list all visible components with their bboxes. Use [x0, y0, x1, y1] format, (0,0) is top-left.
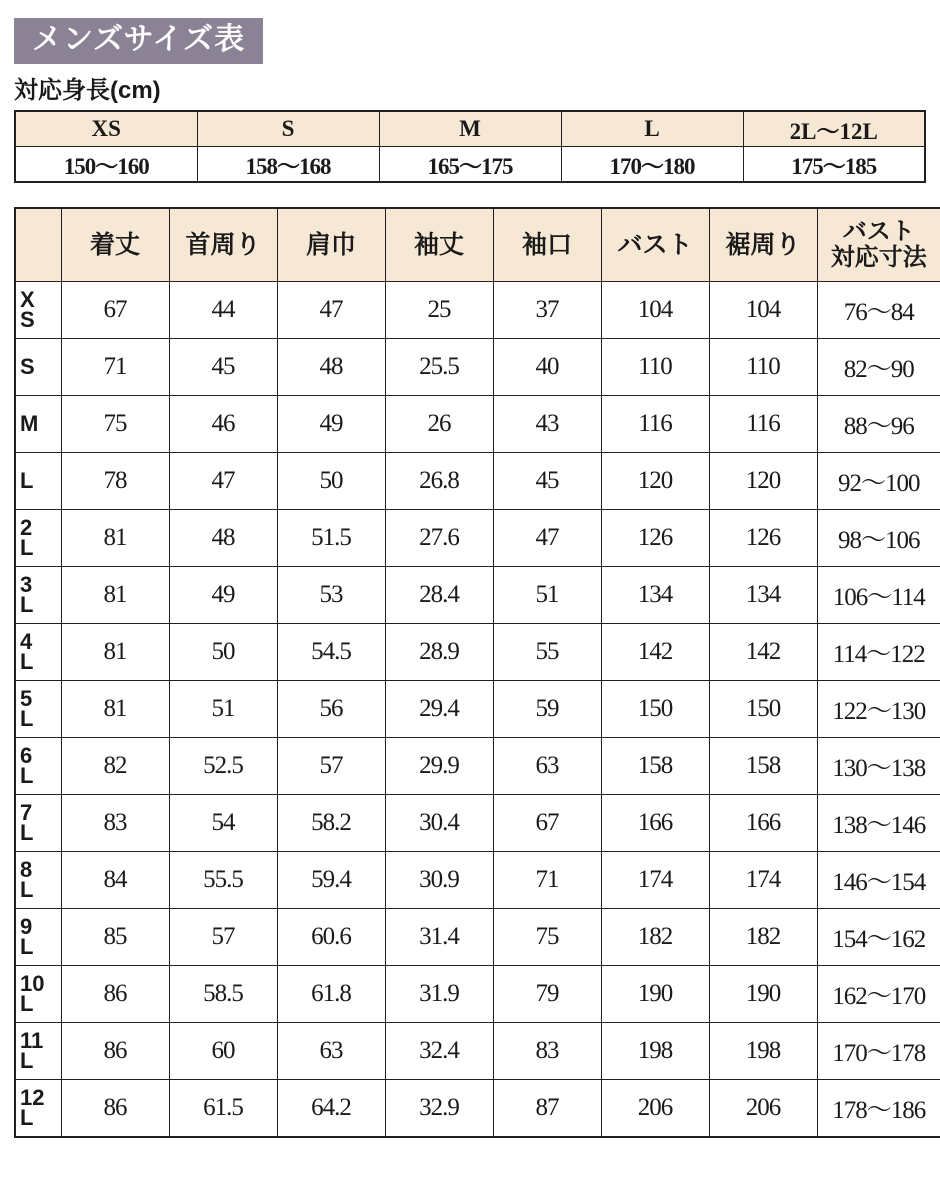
table-cell: 25.5: [385, 339, 493, 396]
bust-header-line2: 対応寸法: [830, 244, 927, 272]
table-cell: 120: [601, 453, 709, 510]
table-cell: 120: [709, 453, 817, 510]
table-cell: 134: [601, 567, 709, 624]
table-cell: 61.8: [277, 966, 385, 1023]
table-cell: 25: [385, 282, 493, 339]
table-cell: 86: [61, 966, 169, 1023]
table-cell: 182: [709, 909, 817, 966]
column-header-bust-taiou: [817, 208, 940, 282]
table-cell: 48: [169, 510, 277, 567]
table-cell: 29.4: [385, 681, 493, 738]
table-cell: 30.4: [385, 795, 493, 852]
table-cell: 52.5: [169, 738, 277, 795]
row-header-size: [15, 1023, 61, 1080]
table-row: [15, 852, 940, 909]
height-range-cell: 158〜168: [197, 147, 379, 183]
table-cell: 154〜162: [817, 909, 940, 966]
height-range-cell: 150〜160: [15, 147, 197, 183]
table-row: [15, 1023, 940, 1080]
table-cell: 53: [277, 567, 385, 624]
height-table-container: [14, 110, 926, 183]
row-header-size: [15, 567, 61, 624]
table-cell: 60: [169, 1023, 277, 1080]
table-cell: 174: [709, 852, 817, 909]
table-cell: 40: [493, 339, 601, 396]
row-header-size-line: L: [20, 820, 34, 846]
table-cell: 150: [601, 681, 709, 738]
table-cell: 45: [493, 453, 601, 510]
row-header-size: [15, 795, 61, 852]
table-cell: 81: [61, 510, 169, 567]
table-cell: 32.4: [385, 1023, 493, 1080]
row-header-size: [15, 453, 61, 510]
table-row: [15, 738, 940, 795]
table-cell: 46: [169, 396, 277, 453]
table-cell: 82: [61, 738, 169, 795]
table-cell: 98〜106: [817, 510, 940, 567]
table-cell: 54.5: [277, 624, 385, 681]
table-cell: 78: [61, 453, 169, 510]
height-size-header: M: [379, 111, 561, 147]
table-cell: 206: [601, 1080, 709, 1138]
table-row: [15, 282, 940, 339]
table-cell: 158: [709, 738, 817, 795]
row-header-size-line: X: [20, 286, 35, 312]
row-header-size-line: L: [20, 592, 34, 618]
row-header-size: [15, 510, 61, 567]
page-title: メンズサイズ表: [14, 18, 263, 64]
table-cell: 150: [709, 681, 817, 738]
table-cell: 48: [277, 339, 385, 396]
table-cell: 26: [385, 396, 493, 453]
table-cell: 59: [493, 681, 601, 738]
table-cell: 67: [61, 282, 169, 339]
table-cell: 56: [277, 681, 385, 738]
row-header-size-line: 11: [20, 1027, 44, 1053]
row-header-size-line: 3: [20, 571, 33, 597]
row-header-size-line: L: [20, 934, 34, 960]
table-cell: 198: [709, 1023, 817, 1080]
table-cell: 82〜90: [817, 339, 940, 396]
table-cell: 44: [169, 282, 277, 339]
table-cell: 64.2: [277, 1080, 385, 1138]
table-cell: 104: [709, 282, 817, 339]
table-cell: 50: [277, 453, 385, 510]
table-cell: 57: [169, 909, 277, 966]
row-header-size-line: 7: [20, 799, 33, 825]
table-cell: 166: [601, 795, 709, 852]
table-cell: 174: [601, 852, 709, 909]
height-table-header-row: [15, 111, 925, 147]
column-header-katahaba: 肩巾: [277, 208, 385, 282]
table-cell: 142: [601, 624, 709, 681]
column-header-bust: バスト: [601, 208, 709, 282]
table-cell: 86: [61, 1080, 169, 1138]
table-cell: 83: [61, 795, 169, 852]
height-size-header: L: [561, 111, 743, 147]
height-table: [14, 110, 926, 183]
table-cell: 166: [709, 795, 817, 852]
row-header-size: [15, 339, 61, 396]
bust-header-line1: バスト: [842, 218, 915, 245]
table-cell: 28.4: [385, 567, 493, 624]
row-header-size-line: 2: [20, 514, 33, 540]
row-header-size-line: L: [20, 763, 34, 789]
height-range-cell: 170〜180: [561, 147, 743, 183]
row-header-size-line: L: [20, 1105, 34, 1131]
row-header-size: [15, 852, 61, 909]
table-cell: 27.6: [385, 510, 493, 567]
table-cell: 75: [493, 909, 601, 966]
table-cell: 110: [709, 339, 817, 396]
table-cell: 104: [601, 282, 709, 339]
table-cell: 76〜84: [817, 282, 940, 339]
table-cell: 58.2: [277, 795, 385, 852]
table-cell: 58.5: [169, 966, 277, 1023]
table-row: [15, 795, 940, 852]
table-cell: 126: [601, 510, 709, 567]
table-cell: 206: [709, 1080, 817, 1138]
row-header-size-line: 8: [20, 856, 33, 882]
table-cell: 178〜186: [817, 1080, 940, 1138]
height-size-header: XS: [15, 111, 197, 147]
table-row: [15, 681, 940, 738]
row-header-size-line: S: [20, 353, 35, 379]
table-cell: 158: [601, 738, 709, 795]
column-header-susomawari: 裾周り: [709, 208, 817, 282]
table-cell: 67: [493, 795, 601, 852]
height-range-cell: 175〜185: [743, 147, 925, 183]
table-cell: 51.5: [277, 510, 385, 567]
table-cell: 190: [601, 966, 709, 1023]
size-table-container: [14, 207, 926, 1138]
table-cell: 49: [277, 396, 385, 453]
row-header-size-line: L: [20, 1048, 34, 1074]
table-cell: 28.9: [385, 624, 493, 681]
table-cell: 83: [493, 1023, 601, 1080]
table-cell: 31.4: [385, 909, 493, 966]
table-cell: 49: [169, 567, 277, 624]
row-header-size-line: 9: [20, 913, 33, 939]
row-header-size-line: 4: [20, 628, 33, 654]
row-header-size-line: L: [20, 877, 34, 903]
table-cell: 87: [493, 1080, 601, 1138]
row-header-size: [15, 966, 61, 1023]
row-header-size: [15, 624, 61, 681]
table-cell: 182: [601, 909, 709, 966]
row-header-size-line: 10: [20, 970, 45, 996]
row-header-size-line: M: [20, 410, 39, 436]
row-header-size-line: L: [20, 535, 34, 561]
table-cell: 47: [169, 453, 277, 510]
row-header-size-line: L: [20, 991, 34, 1017]
row-header-size-line: 5: [20, 685, 33, 711]
table-row: [15, 1080, 940, 1138]
table-row: [15, 510, 940, 567]
table-row: [15, 567, 940, 624]
height-table-row: [15, 147, 925, 183]
table-cell: 29.9: [385, 738, 493, 795]
table-cell: 134: [709, 567, 817, 624]
size-table-body: [15, 282, 940, 1138]
column-header-sodetake: 袖丈: [385, 208, 493, 282]
column-header-kubimawari: 首周り: [169, 208, 277, 282]
height-range-cell: 165〜175: [379, 147, 561, 183]
row-header-size: [15, 681, 61, 738]
table-cell: 190: [709, 966, 817, 1023]
table-cell: 130〜138: [817, 738, 940, 795]
table-cell: 45: [169, 339, 277, 396]
table-row: [15, 396, 940, 453]
table-cell: 122〜130: [817, 681, 940, 738]
table-cell: 114〜122: [817, 624, 940, 681]
table-cell: 198: [601, 1023, 709, 1080]
table-cell: 138〜146: [817, 795, 940, 852]
table-cell: 47: [493, 510, 601, 567]
table-row: [15, 453, 940, 510]
row-header-size: [15, 282, 61, 339]
table-row: [15, 909, 940, 966]
row-header-size: [15, 738, 61, 795]
table-cell: 92〜100: [817, 453, 940, 510]
table-row: [15, 624, 940, 681]
table-cell: 51: [169, 681, 277, 738]
table-cell: 50: [169, 624, 277, 681]
table-cell: 63: [277, 1023, 385, 1080]
column-header-sodeguchi: 袖口: [493, 208, 601, 282]
table-cell: 43: [493, 396, 601, 453]
table-cell: 32.9: [385, 1080, 493, 1138]
row-header-size: [15, 396, 61, 453]
table-cell: 71: [493, 852, 601, 909]
table-cell: 110: [601, 339, 709, 396]
table-cell: 79: [493, 966, 601, 1023]
row-header-size: [15, 1080, 61, 1138]
size-table-header-row: [15, 208, 940, 282]
table-cell: 85: [61, 909, 169, 966]
table-cell: 63: [493, 738, 601, 795]
column-header-kitake: 着丈: [61, 208, 169, 282]
table-row: [15, 966, 940, 1023]
table-cell: 81: [61, 624, 169, 681]
table-cell: 106〜114: [817, 567, 940, 624]
table-cell: 60.6: [277, 909, 385, 966]
table-cell: 116: [601, 396, 709, 453]
table-cell: 84: [61, 852, 169, 909]
table-cell: 142: [709, 624, 817, 681]
table-cell: 55.5: [169, 852, 277, 909]
table-cell: 81: [61, 567, 169, 624]
table-cell: 37: [493, 282, 601, 339]
table-cell: 54: [169, 795, 277, 852]
table-cell: 30.9: [385, 852, 493, 909]
table-cell: 59.4: [277, 852, 385, 909]
table-cell: 170〜178: [817, 1023, 940, 1080]
table-cell: 126: [709, 510, 817, 567]
table-cell: 47: [277, 282, 385, 339]
table-cell: 55: [493, 624, 601, 681]
table-cell: 31.9: [385, 966, 493, 1023]
table-cell: 86: [61, 1023, 169, 1080]
row-header-size-line: L: [20, 467, 34, 493]
table-cell: 75: [61, 396, 169, 453]
table-cell: 51: [493, 567, 601, 624]
row-header-size-line: 6: [20, 742, 33, 768]
height-section-label: 対応身長(cm): [14, 77, 161, 104]
table-cell: 162〜170: [817, 966, 940, 1023]
table-cell: 116: [709, 396, 817, 453]
table-cell: 146〜154: [817, 852, 940, 909]
row-header-size: [15, 909, 61, 966]
table-cell: 26.8: [385, 453, 493, 510]
table-cell: 61.5: [169, 1080, 277, 1138]
table-cell: 88〜96: [817, 396, 940, 453]
row-header-size-line: 12: [20, 1084, 45, 1110]
table-cell: 71: [61, 339, 169, 396]
row-header-size-line: S: [20, 307, 35, 333]
table-row: [15, 339, 940, 396]
size-table: [14, 207, 940, 1138]
row-header-size-line: L: [20, 649, 34, 675]
table-cell: 57: [277, 738, 385, 795]
height-size-header: S: [197, 111, 379, 147]
row-header-size-line: L: [20, 706, 34, 732]
height-size-header: 2L〜12L: [743, 111, 925, 147]
size-table-corner-cell: [15, 208, 61, 282]
table-cell: 81: [61, 681, 169, 738]
